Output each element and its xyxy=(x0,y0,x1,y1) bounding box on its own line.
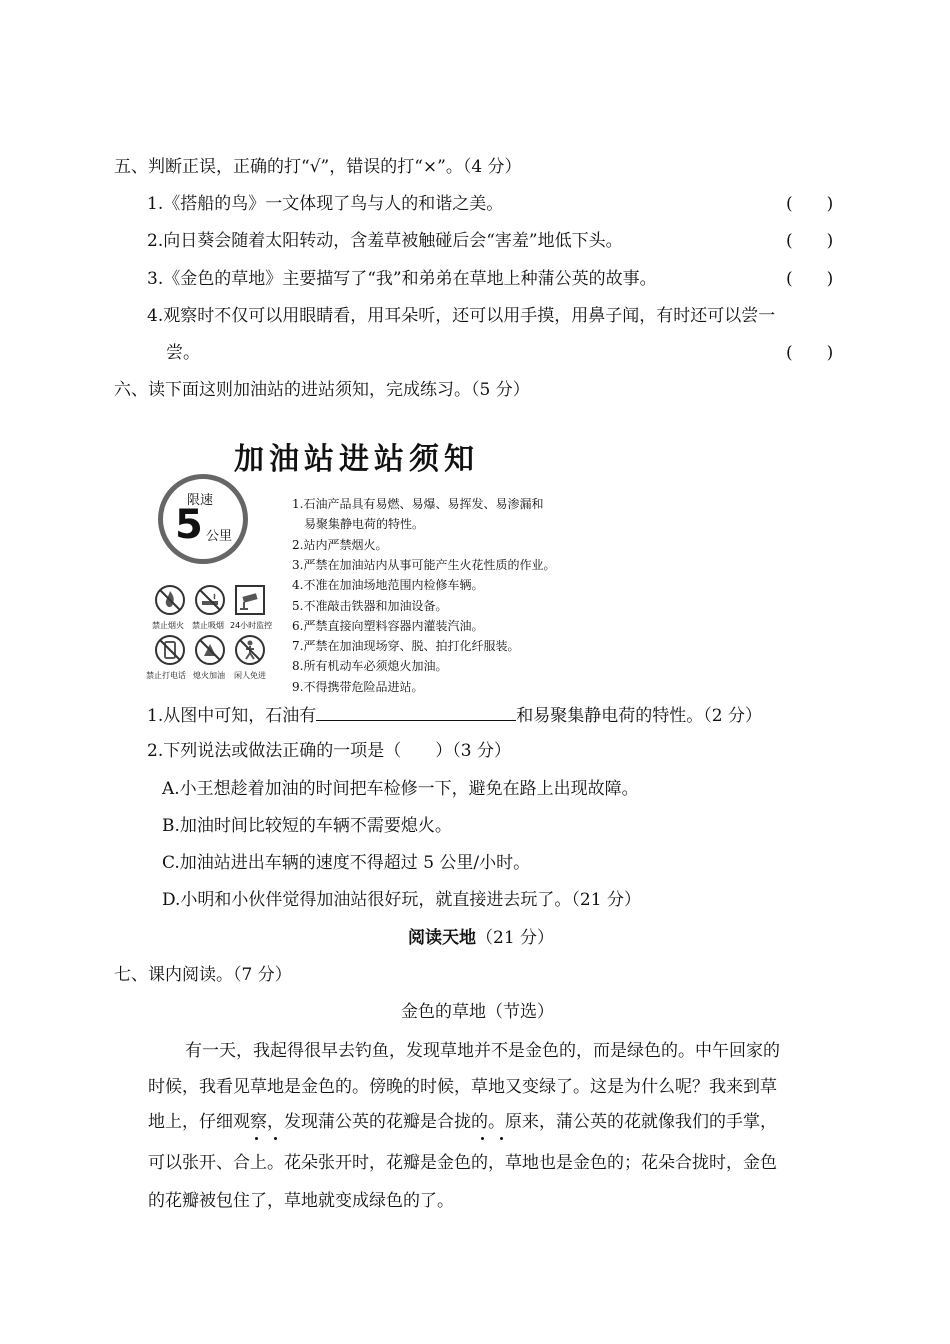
answer-paren-1[interactable]: ( ) xyxy=(786,194,834,214)
sign-title: 加油站进站须知 xyxy=(234,442,479,477)
speed-unit: 公里 xyxy=(206,529,233,544)
sign-rule: 3.严禁在加油站内从事可能产生火花性质的作业。 xyxy=(292,558,556,572)
passage-line: 时候，我看见草地是金色的。傍晚的时候，草地又变绿了。这是为什么呢？我来到草 xyxy=(148,1077,777,1097)
emphasis-dot xyxy=(255,1137,258,1140)
sign-rule: 9.不得携带危险品进站。 xyxy=(292,680,424,694)
option-b: B.加油时间比较短的车辆不需要熄火。 xyxy=(162,816,452,836)
answer-paren-4[interactable]: ( ) xyxy=(786,343,834,363)
section6-title: 六、读下面这则加油站的进站须知，完成练习。（5 分） xyxy=(114,380,530,400)
speed-value: 5 xyxy=(175,502,203,548)
question-1-after: 和易聚集静电荷的特性。（2 分） xyxy=(516,706,762,726)
question-2: 2.下列说法或做法正确的一项是（ ）（3 分） xyxy=(147,741,511,761)
option-a: A.小王想趁着加油的时间把车检修一下，避免在路上出现故障。 xyxy=(162,779,639,799)
passage-line: 有一天，我起得很早去钓鱼，发现草地并不是金色的，而是绿色的。中午回家的 xyxy=(185,1041,780,1061)
icon-caption: 禁止吸烟 xyxy=(192,621,224,630)
sign-rule: 1.石油产品具有易燃、易爆、易挥发、易渗漏和 xyxy=(292,497,544,511)
emphasis-dot xyxy=(481,1137,484,1140)
cctv-icon xyxy=(234,584,266,616)
icon-caption: 闲人免进 xyxy=(234,671,266,680)
sign-rule: 4.不准在加油场地范围内检修车辆。 xyxy=(292,578,484,592)
option-c: C.加油站进出车辆的速度不得超过 5 公里/小时。 xyxy=(162,853,531,873)
no-smoking-icon xyxy=(194,584,226,616)
sign-rule: 7.严禁在加油现场穿、脱、拍打化纤服装。 xyxy=(292,639,520,653)
judge-item-2: 2.向日葵会随着太阳转动，含羞草被触碰后会“害羞”地低下头。 xyxy=(147,231,623,251)
passage-line: 地上，仔细观察，发现蒲公英的花瓣是合拢的。原来，蒲公英的花就像我们的手掌， xyxy=(148,1112,777,1132)
sign-rule: 6.严禁直接向塑料容器内灌装汽油。 xyxy=(292,619,484,633)
no-entry-icon xyxy=(234,634,266,666)
section7-title: 七、课内阅读。（7 分） xyxy=(114,965,292,985)
icon-caption: 24小时监控 xyxy=(230,621,273,630)
icon-caption: 禁止打电话 xyxy=(146,671,186,680)
emphasis-dot xyxy=(274,1137,277,1140)
icon-caption: 熄火加油 xyxy=(193,671,225,680)
emphasis-dot xyxy=(500,1137,503,1140)
sign-rule: 易聚集静电荷的特性。 xyxy=(304,517,425,531)
answer-paren-2[interactable]: ( ) xyxy=(786,231,834,251)
question-1 xyxy=(147,702,762,728)
passage-line: 的花瓣被包住了，草地就变成绿色的了。 xyxy=(148,1191,454,1211)
question-1-before: 1.从图中可知，石油有 xyxy=(147,706,317,726)
judge-item-1: 1.《搭船的鸟》一文体现了鸟与人的和谐之美。 xyxy=(147,194,504,214)
sign-rule: 5.不准敲击铁器和加油设备。 xyxy=(292,599,448,613)
speed-limit-sign xyxy=(158,474,248,564)
no-fire-icon xyxy=(154,584,186,616)
reading-heading xyxy=(408,926,554,950)
section5-title: 五、判断正误，正确的打“√”，错误的打“×”。（4 分） xyxy=(114,157,522,177)
answer-blank[interactable] xyxy=(316,702,516,721)
reading-heading-rest: （21 分） xyxy=(476,928,555,948)
no-phone-icon xyxy=(154,634,186,666)
passage-title: 金色的草地（节选） xyxy=(401,1002,554,1022)
icon-caption: 禁止烟火 xyxy=(152,621,184,630)
judge-item-3: 3.《金色的草地》主要描写了“我”和弟弟在草地上种蒲公英的故事。 xyxy=(147,269,657,289)
sign-rule: 8.所有机动车必须熄火加油。 xyxy=(292,659,448,673)
speed-label: 限速 xyxy=(187,493,214,508)
reading-heading-bold: 阅读天地 xyxy=(408,928,476,948)
engine-off-icon xyxy=(194,634,226,666)
answer-paren-3[interactable]: ( ) xyxy=(786,269,834,289)
judge-item-4-cont: 尝。 xyxy=(166,343,200,363)
sign-rule: 2.站内严禁烟火。 xyxy=(292,538,388,552)
judge-item-4: 4.观察时不仅可以用眼睛看，用耳朵听，还可以用手摸，用鼻子闻，有时还可以尝一 xyxy=(147,306,776,326)
passage-line: 可以张开、合上。花朵张开时，花瓣是金色的，草地也是金色的；花朵合拢时，金色 xyxy=(148,1153,777,1173)
option-d: D.小明和小伙伴觉得加油站很好玩，就直接进去玩了。（21 分） xyxy=(162,890,641,910)
